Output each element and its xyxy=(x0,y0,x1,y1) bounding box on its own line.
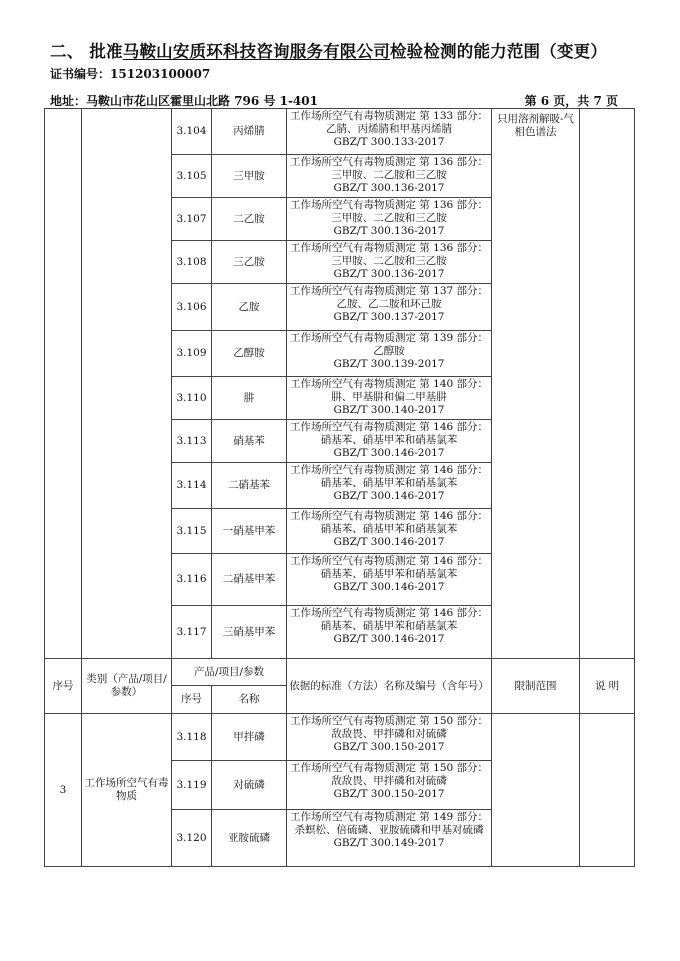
item-name: 二乙胺 xyxy=(212,198,287,241)
item-name: 肼 xyxy=(212,377,287,420)
table-row xyxy=(45,109,635,155)
header-sub-name: 名称 xyxy=(212,686,287,714)
standard-name: 工作场所空气有毒物质测定 第 136 部分：三甲胺、二乙胺和三乙胺 xyxy=(289,199,489,224)
item-name: 硝基苯 xyxy=(212,420,287,463)
address-label: 地址： xyxy=(50,94,87,108)
standard-name: 工作场所空气有毒物质测定 第 146 部分：硝基苯、硝基甲苯和硝基氯苯 xyxy=(289,510,489,535)
header-category: 类别（产品/项目/参数） xyxy=(82,659,172,714)
header-standard: 依据的标准（方法）名称及编号（含年号） xyxy=(287,659,492,714)
standard-code: GBZ/T 300.146-2017 xyxy=(333,581,445,593)
standard-name: 工作场所空气有毒物质测定 第 150 部分：敌敌畏、甲拌磷和对硫磷 xyxy=(289,762,489,787)
page-number: 第 6 页，共 7 页 xyxy=(524,94,618,108)
certificate-line xyxy=(50,65,210,82)
standard-code: GBZ/T 300.136-2017 xyxy=(333,268,445,280)
header-limit: 限制范围 xyxy=(492,659,580,714)
standard-name: 工作场所空气有毒物质测定 第 146 部分：硝基苯、硝基甲苯和硝基氯苯 xyxy=(289,607,489,632)
note-cell xyxy=(580,109,635,659)
item-name: 二硝基甲苯 xyxy=(212,554,287,606)
category-cell xyxy=(82,109,172,659)
standard-name: 工作场所空气有毒物质测定 第 137 部分：乙胺、乙二胺和环己胺 xyxy=(289,285,489,310)
standard-cell xyxy=(287,463,492,509)
item-number: 3.106 xyxy=(172,284,212,331)
title-organization: 马鞍山安质环科技咨询服务有限公司 xyxy=(122,42,390,61)
standard-cell xyxy=(287,761,492,810)
standard-cell xyxy=(287,714,492,761)
item-name: 甲拌磷 xyxy=(212,714,287,761)
standard-name: 工作场所空气有毒物质测定 第 146 部分：硝基苯、硝基甲苯和硝基氯苯 xyxy=(289,421,489,446)
header-note: 说 明 xyxy=(580,659,635,714)
standard-code: GBZ/T 300.139-2017 xyxy=(333,358,445,370)
limit-cell: 只用溶剂解吸-气相色谱法 xyxy=(492,109,580,659)
standard-code: GBZ/T 300.146-2017 xyxy=(333,536,445,548)
limit-cell xyxy=(492,714,580,867)
item-number: 3.113 xyxy=(172,420,212,463)
standard-code: GBZ/T 300.150-2017 xyxy=(333,741,445,753)
title-prefix: 二、 批准 xyxy=(50,42,123,61)
item-number: 3.115 xyxy=(172,509,212,554)
standard-code: GBZ/T 300.146-2017 xyxy=(333,633,445,645)
lower-section xyxy=(45,714,635,867)
header-product-group: 产品/项目/参数 xyxy=(172,659,287,686)
certificate-label: 证书编号： xyxy=(50,67,111,81)
standard-name: 工作场所空气有毒物质测定 第 150 部分：敌敌畏、甲拌磷和对硫磷 xyxy=(289,715,489,740)
item-name: 亚胺硫磷 xyxy=(212,810,287,867)
standard-code: GBZ/T 300.136-2017 xyxy=(333,225,445,237)
item-number: 3.120 xyxy=(172,810,212,867)
standard-cell xyxy=(287,810,492,867)
upper-section xyxy=(45,109,635,659)
table-row xyxy=(45,714,635,761)
standard-code: GBZ/T 300.150-2017 xyxy=(333,788,445,800)
item-number: 3.117 xyxy=(172,606,212,659)
standard-name: 工作场所空气有毒物质测定 第 139 部分：乙醇胺 xyxy=(289,332,489,357)
group-seq: 3 xyxy=(45,714,82,867)
standard-name: 工作场所空气有毒物质测定 第 133 部分：乙腈、丙烯腈和甲基丙烯腈 xyxy=(289,110,489,135)
standard-cell xyxy=(287,155,492,198)
item-name: 丙烯腈 xyxy=(212,109,287,155)
table-header xyxy=(45,659,635,714)
standard-cell xyxy=(287,554,492,606)
header-sub-seq: 序号 xyxy=(172,686,212,714)
header-seq: 序号 xyxy=(45,659,82,714)
item-name: 乙胺 xyxy=(212,284,287,331)
title-suffix: 检验检测的能力范围（变更） xyxy=(389,42,608,61)
standard-cell xyxy=(287,284,492,331)
item-name: 对硫磷 xyxy=(212,761,287,810)
item-number: 3.116 xyxy=(172,554,212,606)
seq-cell xyxy=(45,109,82,659)
item-name: 三硝基甲苯 xyxy=(212,606,287,659)
group-category: 工作场所空气有毒物质 xyxy=(82,714,172,867)
address-line xyxy=(50,92,318,109)
item-number: 3.108 xyxy=(172,241,212,284)
item-name: 二硝基苯 xyxy=(212,463,287,509)
address-value: 马鞍山市花山区霍里山北路 796 号 1-401 xyxy=(86,94,318,108)
standard-code: GBZ/T 300.136-2017 xyxy=(333,182,445,194)
item-number: 3.119 xyxy=(172,761,212,810)
standard-name: 工作场所空气有毒物质测定 第 140 部分：肼、甲基肼和偏二甲基肼 xyxy=(289,378,489,403)
standard-cell xyxy=(287,331,492,377)
capability-scope-table xyxy=(44,108,635,867)
note-cell xyxy=(580,714,635,867)
standard-name: 工作场所空气有毒物质测定 第 149 部分：杀螟松、倍硫磷、亚胺硫磷和甲基对硫磷 GBZ/T 300.149-2017 xyxy=(289,811,489,849)
page-title xyxy=(50,38,607,62)
standard-cell xyxy=(287,509,492,554)
item-name: 一硝基甲苯 xyxy=(212,509,287,554)
standard-name: 工作场所空气有毒物质测定 第 136 部分：三甲胺、二乙胺和三乙胺 xyxy=(289,242,489,267)
item-number: 3.110 xyxy=(172,377,212,420)
item-name: 三甲胺 xyxy=(212,155,287,198)
item-name: 乙醇胺 xyxy=(212,331,287,377)
standard-code: GBZ/T 300.146-2017 xyxy=(333,447,445,459)
standard-name: 工作场所空气有毒物质测定 第 146 部分：硝基苯、硝基甲苯和硝基氯苯 xyxy=(289,555,489,580)
standard-cell xyxy=(287,606,492,659)
standard-code: GBZ/T 300.133-2017 xyxy=(333,136,445,148)
standard-code: GBZ/T 300.140-2017 xyxy=(333,404,445,416)
standard-cell xyxy=(287,109,492,155)
standard-cell xyxy=(287,241,492,284)
item-number: 3.104 xyxy=(172,109,212,155)
standard-cell xyxy=(287,377,492,420)
item-number: 3.118 xyxy=(172,714,212,761)
standard-name: 工作场所空气有毒物质测定 第 146 部分：硝基苯、硝基甲苯和硝基氯苯 xyxy=(289,464,489,489)
standard-code: GBZ/T 300.137-2017 xyxy=(333,311,445,323)
standard-name: 工作场所空气有毒物质测定 第 136 部分：三甲胺、二乙胺和三乙胺 xyxy=(289,156,489,181)
item-name: 三乙胺 xyxy=(212,241,287,284)
standard-code: GBZ/T 300.146-2017 xyxy=(333,490,445,502)
certificate-number: 151203100007 xyxy=(110,67,211,81)
item-number: 3.109 xyxy=(172,331,212,377)
item-number: 3.107 xyxy=(172,198,212,241)
standard-cell xyxy=(287,420,492,463)
item-number: 3.105 xyxy=(172,155,212,198)
standard-cell xyxy=(287,198,492,241)
item-number: 3.114 xyxy=(172,463,212,509)
